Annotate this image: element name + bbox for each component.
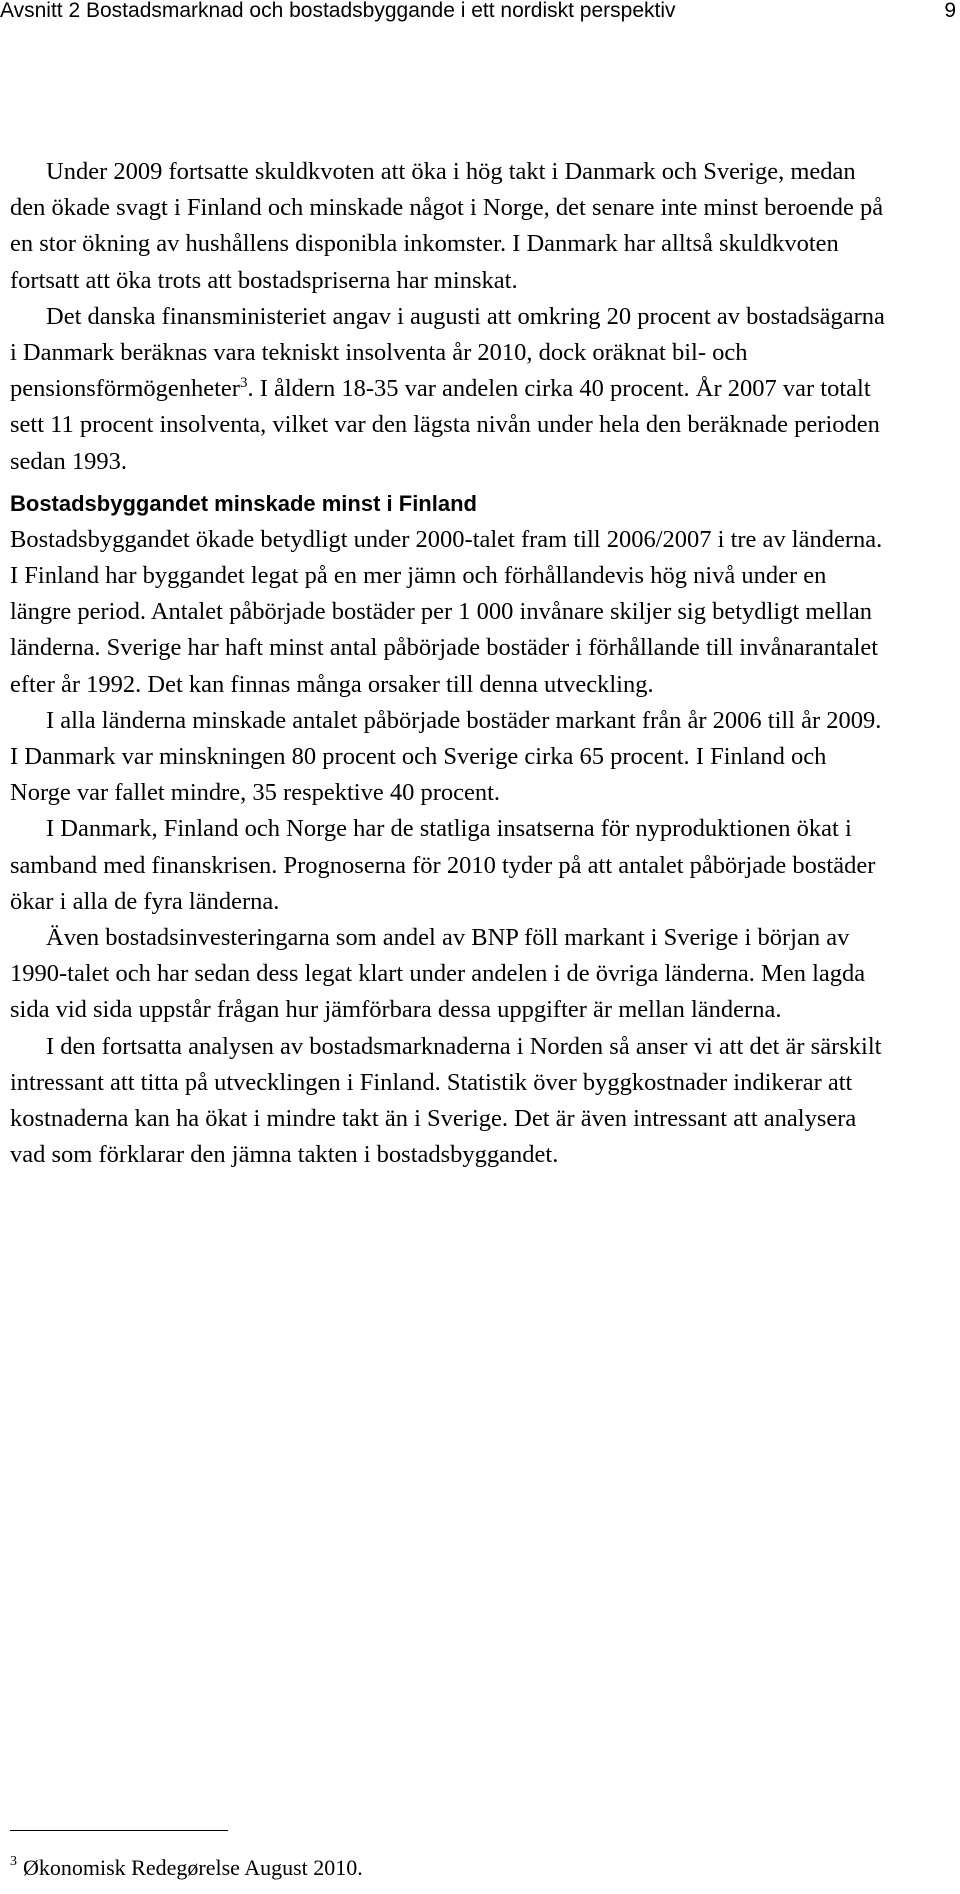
paragraph-investments: Även bostadsinvesteringarna som andel av BNP föll markant i Sverige i början av 1990-talet och har sedan dess legat klart under andelen i de övriga länderna. Men lagda sida vid sida uppstår frågan hur jämförbara dessa uppgifter är mellan länderna. [10, 924, 866, 1024]
footnote-reference: 3 [239, 375, 248, 392]
section-title: Avsnitt 2 Bostadsmarknad och bostadsbyggande i ett nordiskt perspektiv [0, 0, 676, 22]
running-header [0, 0, 960, 30]
paragraph-insolvency [10, 299, 888, 480]
footnote-separator [10, 1830, 228, 1831]
paragraph-insolvency-text-b: . I åldern 18-35 var andelen cirka 40 procent. År 2007 var totalt sett 11 procent insolventa, vilket var den lägsta nivån under hela den beräknade perioden sedan 1993. [10, 375, 880, 475]
paragraph-analysis: I den fortsatta analysen av bostadsmarknaderna i Norden så anser vi att det är särskilt intressant att titta på utvecklingen i Finland. Statistik över byggkostnader indikerar att kostnaderna kan ha ökat i mindre takt än i Sverige. Det är även intressant att analysera vad som förklarar den jämna takten i bostadsbyggandet. [10, 1032, 882, 1169]
paragraph-state-measures: I Danmark, Finland och Norge har de statliga insatserna för nyproduktionen ökat i samband med finanskrisen. Prognoserna för 2010 tyder på att antalet påbörjade bostäder ökar i alla de fyra länderna. [10, 815, 876, 915]
paragraph-debt-ratio: Under 2009 fortsatte skuldkvoten att öka i hög takt i Danmark och Sverige, medan den ökade svagt i Finland och minskade något i Norge, det senare inte minst beroende på en stor ökning av hushållens disponibla inkomster. I Danmark har alltså skuldkvoten fortsatt att öka trots att bostadspriserna har minskat. [10, 158, 884, 294]
paragraph-insolvency-text-a: Det danska finansministeriet angav i augusti att omkring 20 procent av bostadsägarna i Danmark beräknas vara tekniskt insolventa år 2010, dock oräknat bil- och pensionsförmögenheter [10, 302, 885, 403]
footnote-text: Økonomisk Redegørelse August 2010. [23, 1855, 363, 1880]
section-heading: Bostadsbyggandet minskade minst i Finland [10, 490, 477, 516]
footnote [10, 1854, 910, 1882]
page-number: 9 [944, 0, 956, 22]
footnote-number: 3 [10, 1854, 17, 1869]
paragraph-construction: Bostadsbyggandet ökade betydligt under 2000-talet fram till 2006/2007 i tre av länderna. I Finland har byggandet legat på en mer jämn och förhållandevis hög nivå under en längre period. Antalet påbörjade bostäder per 1 000 invånare skiljer sig betydligt mellan länderna. Sverige har haft minst antal påbörjade bostäder i förhållande till invånarantalet efter år 1992. Det kan finnas många orsaker till denna utveckling. [10, 525, 883, 698]
body-text [10, 154, 888, 1173]
paragraph-decline: I alla länderna minskade antalet påbörjade bostäder markant från år 2006 till år 2009. I Danmark var minskningen 80 procent och Sverige cirka 65 procent. I Finland och Norge var fallet mindre, 35 respektive 40 procent. [10, 706, 882, 807]
